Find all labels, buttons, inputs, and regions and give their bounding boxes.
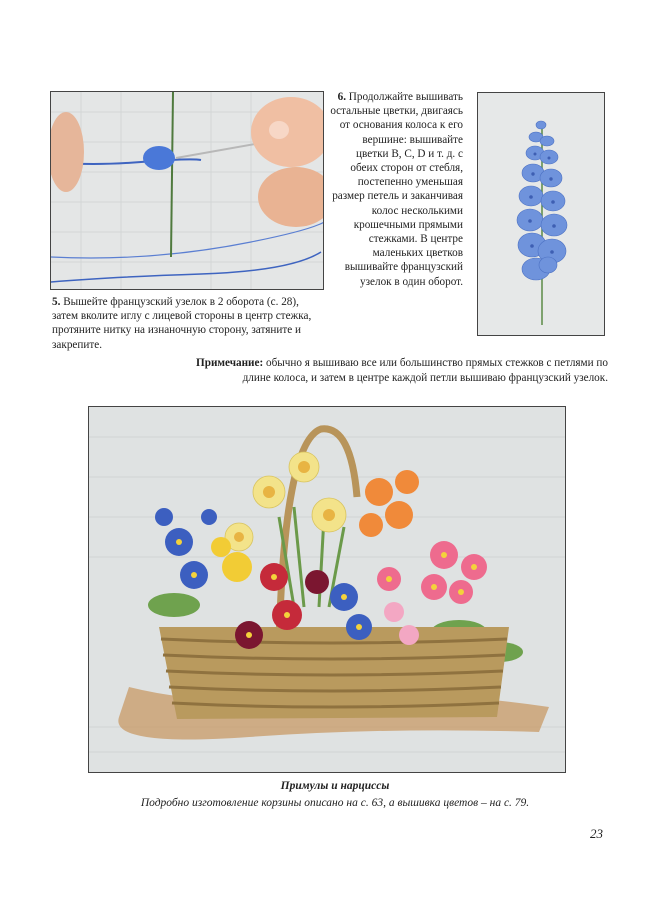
step5-text: Вышейте французский узелок в 2 оборота (с. 28), затем вколите иглу с лицевой стороны в центр стежка, протяните нитку на изнаночную сторону, затяните и закрепите. — [52, 296, 312, 351]
step6-text: Продолжайте вышивать остальные цветки, двигаясь от основания колоса к его вершине: вышивайте цветки B, C, D и т. д. с обеих сторон от стебля, постепенно уменьшая размер петель и заканчивая колос несколькими крошечными прямыми стежками. В центре маленьких цветков вышивайте французский узелок в один оборот. — [330, 91, 463, 288]
caption-text: Подробно изготовление корзины описано на с. 63, а вышивка цветов – на с. 79. — [140, 797, 530, 809]
page-number: 23 — [590, 826, 603, 841]
note — [168, 356, 608, 386]
step6-text-block — [330, 90, 463, 289]
step5-text-block — [52, 295, 327, 352]
note-label: Примечание: — [196, 357, 264, 369]
step5-number: 5. — [52, 296, 61, 308]
caption-title: Примулы и нарциссы — [280, 780, 390, 792]
note-text: обычно я вышиваю все или большинство прямых стежков с петлями по длине колоса, и затем в центре каждой петли вышиваю французский узелок. — [242, 357, 608, 384]
step5-photo — [50, 91, 324, 290]
basket-photo — [88, 406, 566, 773]
step6-photo — [477, 92, 605, 336]
step6-number: 6. — [337, 91, 346, 103]
